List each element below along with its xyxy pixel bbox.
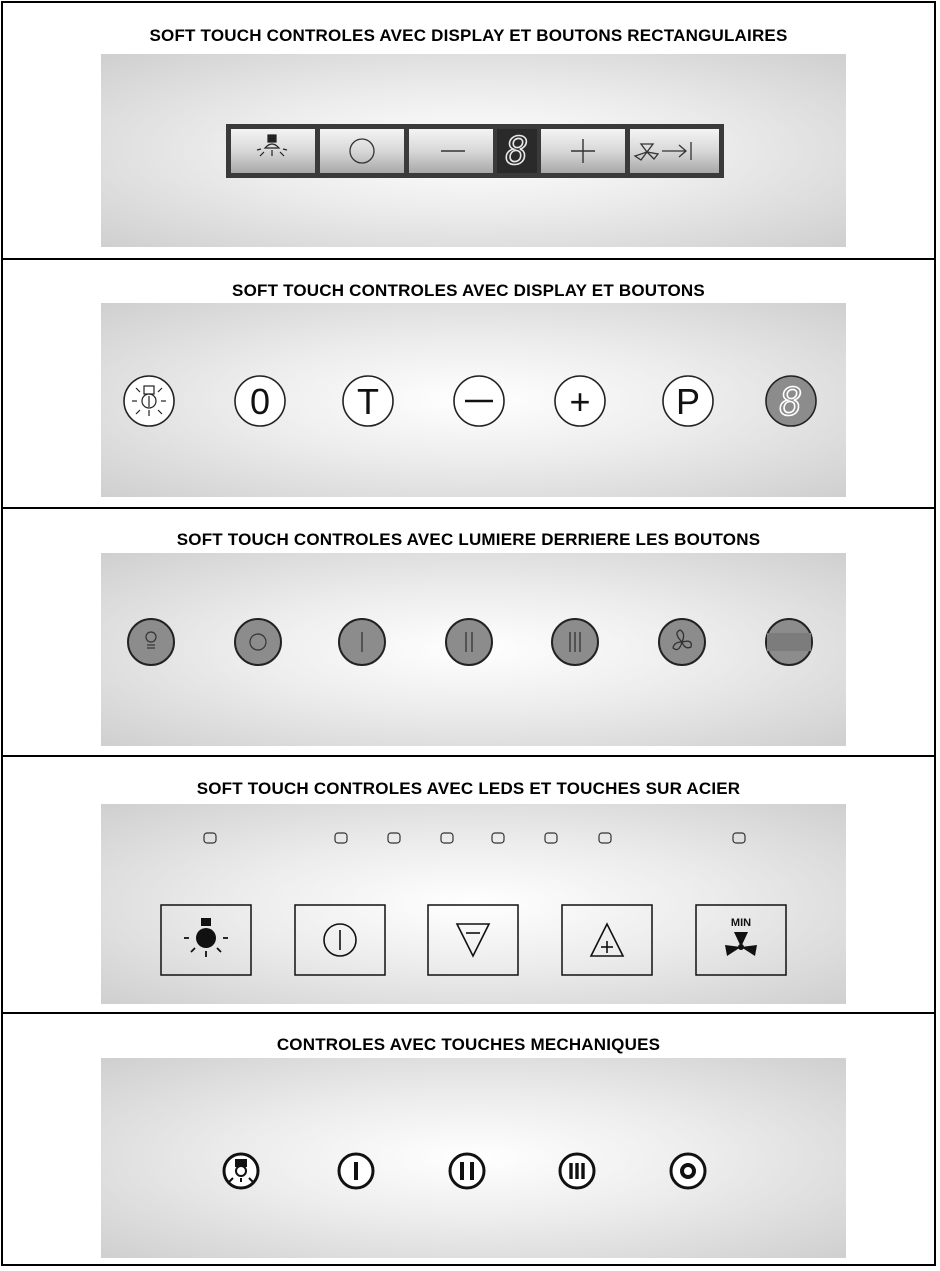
section-title: SOFT TOUCH CONTROLES AVEC LUMIERE DERRIERE LES BOUTONS bbox=[176, 530, 761, 549]
led-row bbox=[204, 833, 745, 843]
document-frame bbox=[1, 1, 936, 1266]
display-digit: 8 bbox=[779, 380, 803, 424]
minus-button[interactable] bbox=[409, 129, 493, 173]
section-title: SOFT TOUCH CONTROLES AVEC DISPLAY ET BOUTONS RECTANGULAIRES bbox=[149, 26, 788, 45]
down-button[interactable] bbox=[428, 905, 518, 975]
led bbox=[441, 833, 453, 843]
blank-icon bbox=[767, 633, 811, 651]
display bbox=[766, 376, 816, 426]
speed-3-button[interactable] bbox=[552, 619, 598, 665]
up-button[interactable] bbox=[562, 905, 652, 975]
lamp-icon bbox=[184, 918, 228, 957]
off-button[interactable] bbox=[235, 376, 285, 426]
section-rectangular-buttons bbox=[3, 3, 934, 258]
power-button[interactable] bbox=[295, 905, 385, 975]
off-button[interactable] bbox=[235, 619, 281, 665]
power-off-button[interactable] bbox=[320, 129, 404, 173]
timer-button[interactable] bbox=[343, 376, 393, 426]
fan-min-icon bbox=[725, 932, 757, 956]
lamp-button[interactable] bbox=[231, 129, 315, 173]
speed-3-button[interactable] bbox=[560, 1154, 594, 1188]
section-mechanical-buttons bbox=[3, 1012, 934, 1268]
led bbox=[733, 833, 745, 843]
led bbox=[204, 833, 216, 843]
button-label: + bbox=[569, 381, 591, 422]
lamp-button[interactable] bbox=[161, 905, 251, 975]
speed-1-button[interactable] bbox=[339, 1154, 373, 1188]
fan-min-button[interactable] bbox=[696, 905, 786, 975]
up-plus-icon bbox=[591, 924, 623, 956]
control-panel bbox=[101, 1058, 846, 1258]
section-title: SOFT TOUCH CONTROLES AVEC LEDS ET TOUCHES SUR ACIER bbox=[196, 779, 741, 798]
lamp-button[interactable] bbox=[124, 376, 174, 426]
speed-2-button[interactable] bbox=[446, 619, 492, 665]
button-label: T bbox=[357, 381, 379, 422]
light-button[interactable] bbox=[128, 619, 174, 665]
lamp-button[interactable] bbox=[224, 1154, 258, 1188]
led bbox=[388, 833, 400, 843]
minus-button[interactable] bbox=[454, 376, 504, 426]
control-panel bbox=[101, 303, 846, 497]
section-title: SOFT TOUCH CONTROLES AVEC DISPLAY ET BOUTONS bbox=[232, 281, 705, 300]
led bbox=[599, 833, 611, 843]
led bbox=[545, 833, 557, 843]
section-backlit-buttons bbox=[3, 507, 934, 755]
min-label: MIN bbox=[730, 917, 752, 929]
fan-timer-button[interactable] bbox=[630, 129, 719, 173]
power-icon bbox=[324, 924, 356, 956]
down-triangle-icon bbox=[457, 924, 489, 956]
fan-button[interactable] bbox=[659, 619, 705, 665]
speed-2-button[interactable] bbox=[450, 1154, 484, 1188]
display bbox=[497, 129, 537, 173]
intensive-button[interactable] bbox=[671, 1154, 705, 1188]
program-button[interactable] bbox=[663, 376, 713, 426]
plus-button[interactable] bbox=[555, 376, 605, 426]
section-title: CONTROLES AVEC TOUCHES MECHANIQUES bbox=[276, 1035, 661, 1054]
led bbox=[335, 833, 347, 843]
button-label: P bbox=[675, 381, 701, 422]
plus-button[interactable] bbox=[541, 129, 625, 173]
button-label: 0 bbox=[249, 381, 271, 422]
led bbox=[492, 833, 504, 843]
display-digit: 8 bbox=[505, 129, 529, 173]
control-panel bbox=[101, 54, 846, 247]
control-panel bbox=[101, 553, 846, 746]
section-leds-steel bbox=[3, 755, 934, 1012]
control-panel bbox=[101, 804, 846, 1004]
speed-1-button[interactable] bbox=[339, 619, 385, 665]
section-round-buttons bbox=[3, 258, 934, 507]
blank-button[interactable] bbox=[766, 619, 812, 665]
